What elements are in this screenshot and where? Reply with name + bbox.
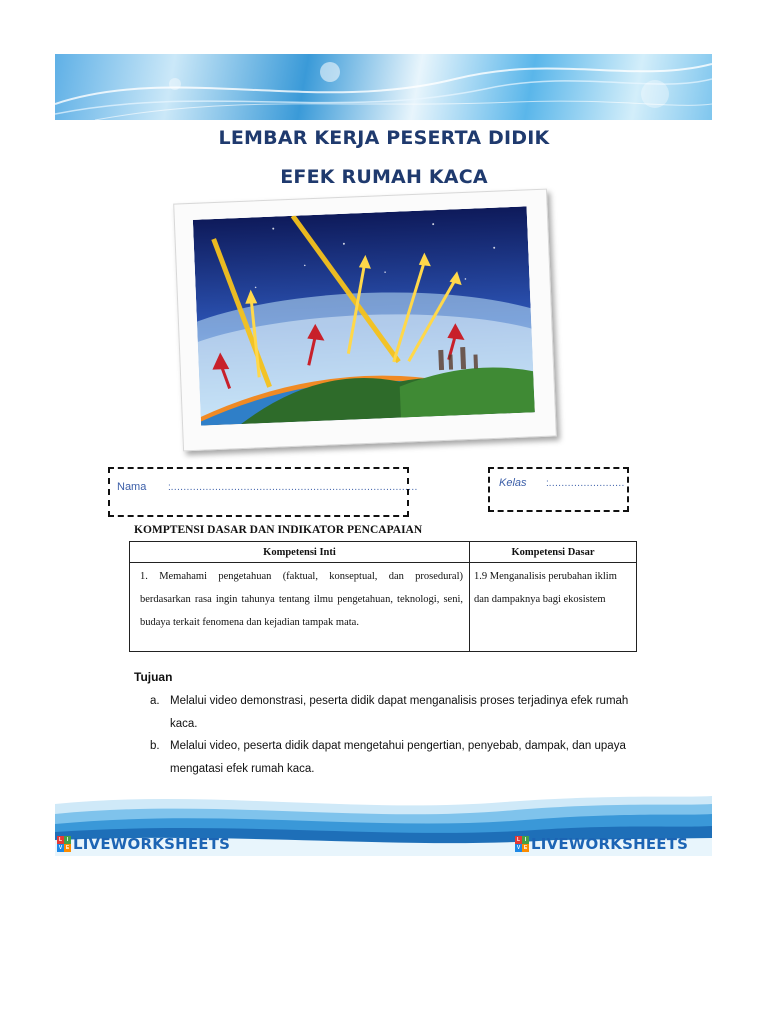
list-item-letter: b. [150,740,160,752]
worksheet-title: LEMBAR KERJA PESERTA DIDIK [218,127,550,149]
list-item-text: Melalui video, peserta didik dapat mengetahui pengertian, penyebab, dampak, dan upaya mengatasi efek rumah kaca. [170,740,626,775]
liveworksheets-icon [515,836,529,852]
header-banner [55,54,712,120]
logo-text: LIVEWORKSHEETS [73,835,231,853]
column-header-kd: Kompetensi Dasar [470,542,637,563]
name-input-line[interactable]: :…………………………………………………………………… [168,482,418,493]
class-label: Kelas [499,477,527,489]
class-field-box[interactable] [488,467,629,512]
icon-letter-v: V [58,845,63,851]
icon-letter-v: V [516,845,521,851]
icon-letter-e: E [65,845,70,851]
greenhouse-illustration [173,189,557,452]
liveworksheets-logo-left [57,835,230,853]
logo-text: LIVEWORKSHEETS [531,835,689,853]
liveworksheets-logo-right [515,835,688,853]
cell-ki [130,563,470,652]
cell-kd [470,563,637,652]
worksheet-subtitle: EFEK RUMAH KACA [280,166,488,188]
table-row [130,563,637,652]
competency-table [129,541,637,652]
class-input-line[interactable]: :…………………… [546,478,625,489]
list-item [150,735,638,780]
column-header-ki: Kompetensi Inti [130,542,470,563]
ki-text: 1. Memahami pengetahuan (faktual, konseptual, dan prosedural) berdasarkan rasa ingin tahunya tentang ilmu pengetahuan, teknologi, seni, budaya terkait fenomena dan kejadian tampak mata. [140,571,463,628]
greenhouse-image [193,206,535,425]
icon-letter-i: I [64,836,71,844]
icon-letter-l: L [58,837,63,843]
kd-text: 1.9 Menganalisis perubahan iklim dan dampaknya bagi ekosistem [474,571,617,605]
icon-letter-i: I [522,836,529,844]
objectives-list [150,690,638,780]
competency-heading: KOMPTENSI DASAR DAN INDIKATOR PENCAPAIAN [134,524,423,536]
objectives-heading: Tujuan [134,670,173,684]
icon-letter-e: E [523,845,528,851]
list-item [150,690,638,735]
list-item-text: Melalui video demonstrasi, peserta didik dapat menganalisis proses terjadinya efek rumah kaca. [170,695,629,730]
icon-letter-l: L [516,837,521,843]
list-item-letter: a. [150,695,160,707]
name-label: Nama [117,481,147,493]
liveworksheets-icon [57,836,71,852]
table-header-row [130,542,637,563]
